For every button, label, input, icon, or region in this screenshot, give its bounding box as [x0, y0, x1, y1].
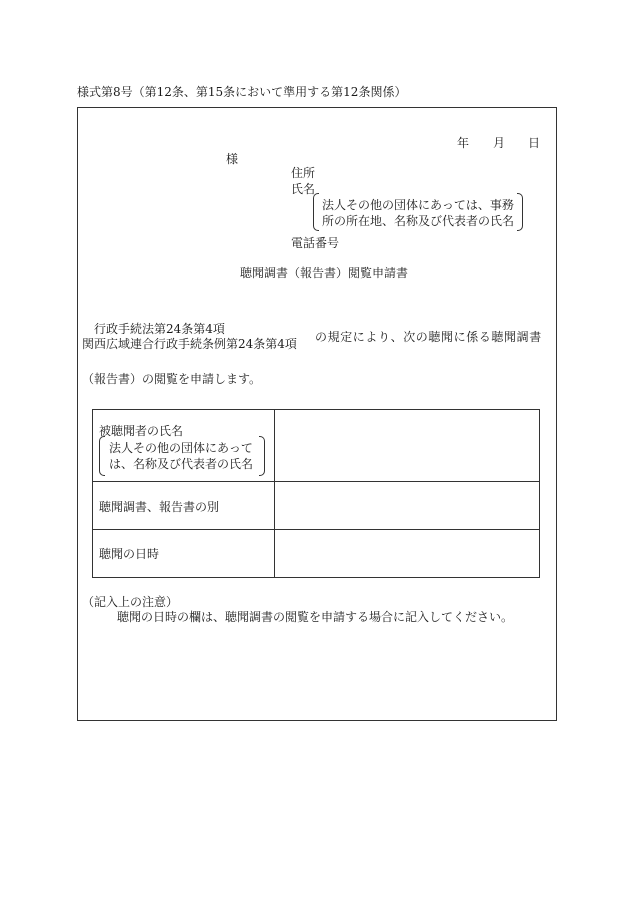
name-note-line2: 所の所在地、名称及び代表者の氏名 [322, 214, 515, 228]
record-type-label: 聴聞調書、報告書の別 [99, 500, 220, 514]
address-label: 住所 [291, 166, 316, 180]
table-row [93, 530, 540, 578]
hearing-datetime-label: 聴聞の日時 [99, 547, 160, 561]
row1-note-left-bracket [99, 436, 105, 476]
hearing-datetime-input-cell[interactable] [275, 530, 540, 578]
name-note-right-bracket [517, 193, 523, 231]
row1-note-line2: は、名称及び代表者の氏名 [109, 457, 254, 471]
body-text-2: （報告書）の閲覧を申請します。 [82, 372, 262, 386]
law-reference-2: 関西広域連合行政手続条例第24条第4項 [82, 337, 297, 351]
name-note-line1: 法人その他の団体にあっては、事務 [322, 198, 514, 212]
form-number: 様式第8号（第12条、第15条において準用する第12条関係） [77, 85, 407, 99]
row3-label-cell [93, 530, 275, 578]
body-text-1: の規定により、次の聴聞に係る聴聞調書 [315, 330, 542, 344]
name-label: 氏名 [291, 182, 316, 196]
row2-label-cell [93, 482, 275, 530]
subject-name-input-cell[interactable] [275, 410, 540, 482]
phone-label: 電話番号 [291, 236, 340, 250]
row1-note-line1: 法人その他の団体にあって [109, 441, 253, 455]
notes-heading: （記入上の注意） [82, 595, 179, 609]
row1-note-right-bracket [259, 436, 265, 476]
addressee-honorific: 様 [226, 152, 239, 166]
table-row [93, 410, 540, 482]
record-type-input-cell[interactable] [275, 482, 540, 530]
table-row [93, 482, 540, 530]
subject-name-label: 被聴聞者の氏名 [99, 424, 184, 438]
date-year-label: 年 [457, 136, 470, 150]
notes-text: 聴聞の日時の欄は、聴聞調書の閲覧を申請する場合に記入してください。 [117, 610, 514, 624]
date-month-label: 月 [493, 136, 506, 150]
date-day-label: 日 [528, 136, 541, 150]
law-reference-1: 行政手続法第24条第4項 [94, 322, 225, 336]
document-title: 聴聞調書（報告書）閲覧申請書 [240, 266, 409, 280]
row1-label-cell [93, 410, 275, 482]
application-table [92, 409, 540, 578]
name-note-left-bracket [313, 193, 319, 231]
